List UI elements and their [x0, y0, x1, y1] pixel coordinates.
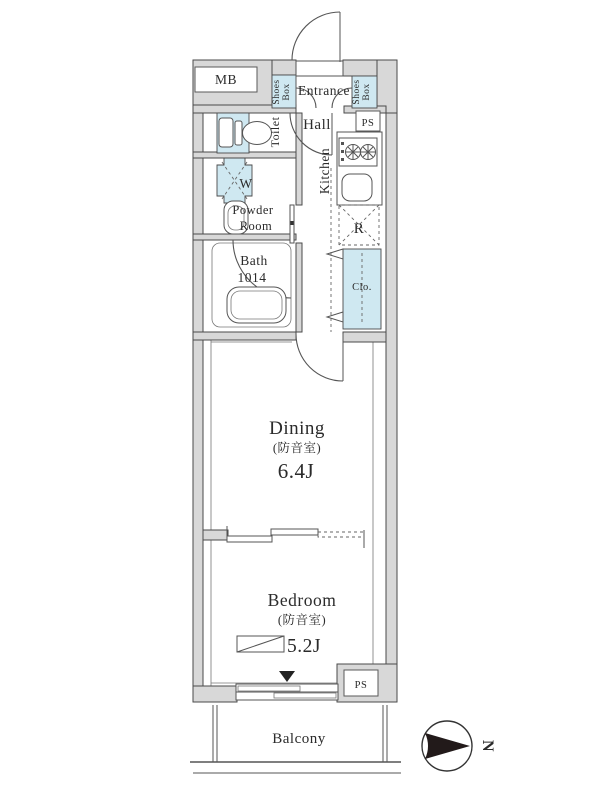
- toilet-label: Toilet: [268, 116, 282, 148]
- bedroom-size-label: 5.2J: [287, 636, 321, 657]
- balcony-window: [236, 684, 338, 700]
- powder-room-label-2: Room: [239, 219, 273, 233]
- north-label: N: [479, 739, 496, 753]
- dining-note-label: (防音室): [272, 441, 322, 455]
- dining-label: Dining: [269, 418, 325, 439]
- shoes-box-right-label-2: Box: [362, 83, 372, 101]
- kitchen-label: Kitchen: [317, 147, 332, 195]
- bath-label: Bath: [240, 253, 268, 268]
- bedroom-note-label: (防音室): [277, 613, 327, 627]
- shoes-box-right-label-1: Shoes: [352, 79, 362, 105]
- bathtub-icon: [227, 287, 286, 323]
- entrance-porch: [296, 61, 343, 76]
- dining-size-label: 6.4J: [277, 459, 315, 483]
- entrance-label: Entrance: [298, 83, 350, 98]
- bedroom-counter-symbol: [237, 636, 284, 652]
- kitchen-counter: [337, 132, 382, 205]
- mb-label: MB: [214, 72, 238, 87]
- shoes-box-left-label-1: Shoes: [272, 79, 282, 105]
- ps-upper-label: PS: [361, 118, 375, 129]
- powder-room-sliding-door: [290, 205, 294, 243]
- bedroom-label: Bedroom: [267, 590, 337, 610]
- washer-label: W: [239, 176, 253, 191]
- shoes-box-left-label-2: Box: [282, 83, 292, 101]
- refrigerator-label: R: [353, 221, 365, 237]
- stove-icon: [339, 138, 377, 166]
- hall-label: Hall: [303, 117, 331, 133]
- balcony-label: Balcony: [272, 731, 326, 747]
- closet-label: Clo.: [352, 282, 372, 293]
- ps-lower-label: PS: [354, 680, 368, 691]
- kitchen-sink-icon: [342, 174, 372, 201]
- powder-room-label-1: Powder: [232, 203, 274, 217]
- bath-size-label: 1014: [237, 270, 267, 285]
